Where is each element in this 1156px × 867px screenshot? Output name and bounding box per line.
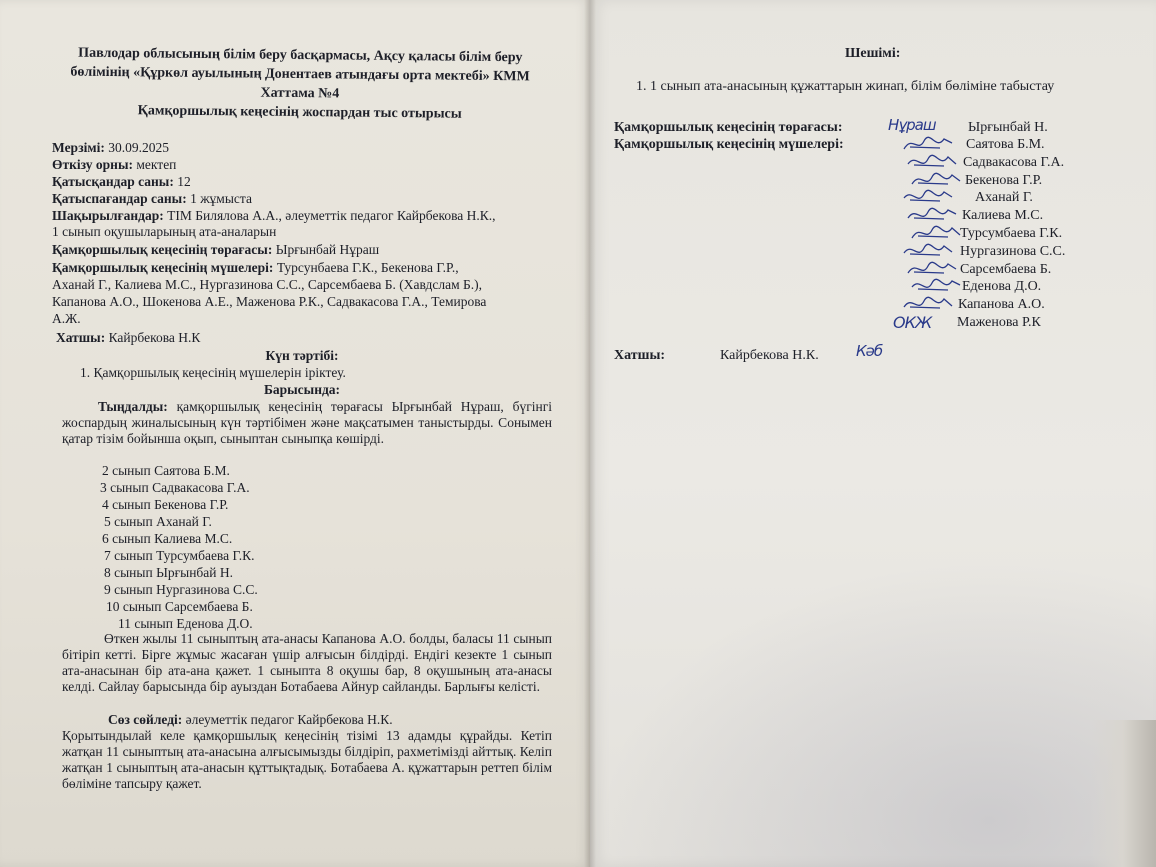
- place-value: мектеп: [136, 157, 177, 172]
- proceedings-heading: Барысында:: [263, 382, 341, 397]
- header-line-1: Павлодар облысының білім беру басқармасы, Ақсу қаласы білім беру: [78, 45, 523, 66]
- last-member-signature: ОКЖ: [893, 313, 932, 332]
- meta-present: [52, 174, 191, 190]
- class-list-item: 10 сынып Сарсембаева Б.: [106, 599, 253, 614]
- page-fold: [584, 0, 596, 867]
- invited-label: Шақырылғандар:: [52, 208, 164, 223]
- header-line-4: Қамқоршылық кеңесінің жоспардан тыс отырысы: [137, 103, 462, 122]
- spoke-line: [108, 712, 393, 728]
- member-name: Бекенова Г.Р.: [965, 172, 1043, 188]
- paragraph-3: Қорытындылай келе қамқоршылық кеңесінің тізімі 13 адамды құрайды. Кетіп жатқан 11 сыныптың ата-анасына алғысымызды білдіріп, рахметімізді айттық. Келіп жатқан 1 сыныптың ата-анасын құттықтадық. Ботабаева А. құжаттарын реттеп білім бөліміне тапсыру қажет.: [62, 728, 552, 791]
- class-list-item: 6 сынып Калиева М.С.: [102, 531, 233, 546]
- member-name: Маженова Р.К: [957, 315, 1041, 330]
- agenda-heading: Күн тәртібі:: [265, 348, 339, 363]
- sig-chair-name: Ырғынбай Н.: [968, 120, 1048, 135]
- decision-heading: Шешімі:: [845, 46, 901, 61]
- listened-label: Тыңдалды:: [98, 399, 168, 414]
- class-list-item: 7 сынып Турсумбаева Г.К.: [104, 548, 255, 563]
- absent-value: 1 жұмыста: [190, 191, 252, 206]
- member-name: Нургазинова С.С.: [960, 243, 1066, 259]
- sig-chair-label: Қамқоршылық кеңесінің төрағасы:: [614, 120, 843, 135]
- class-list-item: 5 сынып Аханай Г.: [104, 514, 212, 529]
- member-name: Турсумбаева Г.К.: [960, 226, 1063, 241]
- sig-members-label: Қамқоршылық кеңесінің мүшелері:: [614, 137, 844, 152]
- class-list-item: 3 сынып Садвакасова Г.А.: [100, 480, 250, 495]
- date-label: Мерзімі:: [52, 140, 105, 155]
- member-name: Капанова А.О.: [958, 297, 1045, 313]
- class-list-item: 4 сынып Бекенова Г.Р.: [102, 497, 229, 512]
- chair-value: Ырғынбай Нұраш: [275, 242, 380, 257]
- listened-text: қамқоршылық кеңесінің төрағасы Ырғынбай Нұраш, бүгінгі жоспардың жиналысының күн тәртібімен және мақсатымен таныстырды. Сонымен қатар тізім бойынша оқып, сыныптан сыныпқа көшірді.: [62, 399, 552, 446]
- members-label: Қамқоршылық кеңесінің мүшелері:: [52, 260, 274, 275]
- class-list-item: 2 сынып Саятова Б.М.: [102, 463, 230, 478]
- member-name: Сарсембаева Б.: [960, 261, 1052, 277]
- invited-value-2: 1 сынып оқушыларының ата-аналарын: [52, 224, 277, 239]
- meta-place: [52, 157, 176, 173]
- members-value-1: Турсунбаева Г.К., Бекенова Г.Р.,: [276, 260, 459, 275]
- sig-secretary-label: Хатшы:: [614, 348, 666, 363]
- member-name: Калиева М.С.: [962, 208, 1044, 224]
- paragraph-2: Өткен жылы 11 сыныптың ата-анасы Капанова А.О. болды, баласы 11 сынып бітіріп кетті. Бірге жұмыс жасаған үшір алғысын білдірді. Ендігі кезекте 1 сынып ата-анасынан бір ата-ана қажет. 1 сыныпта 8 оқушы бар, 8 оқушының ата-анасы келді. Сайлау барысында бір ауыздан Ботабаева Айнур сайланды. Барлығы келісті.: [62, 631, 552, 694]
- listened-paragraph: [62, 399, 552, 447]
- chair-signature: Нұраш: [888, 116, 936, 134]
- agenda-item-1: 1. Қамқоршылық кеңесінің мүшелерін іріктеу.: [80, 365, 346, 380]
- meta-secretary: [56, 330, 200, 346]
- class-list-item: 11 сынып Еденова Д.О.: [118, 616, 253, 631]
- chair-label: Қамқоршылық кеңесінің төрағасы:: [52, 242, 273, 257]
- member-name: Аханай Г.: [975, 190, 1033, 206]
- header-line-3: Хаттама №4: [260, 85, 340, 102]
- document-header: [44, 43, 557, 124]
- meta-chair: [52, 242, 379, 258]
- page-edge: [1090, 720, 1156, 867]
- class-list-item: 8 сынып Ырғынбай Н.: [104, 565, 234, 580]
- members-value-2: Аханай Г., Калиева М.С., Нургазинова С.С., Сарсембаева Б. (Хавдслам Б.),: [52, 277, 483, 292]
- member-name: Еденова Д.О.: [962, 279, 1042, 295]
- members-value-3: Капанова А.О., Шокенова А.Е., Маженова Р.К., Садвакасова Г.А., Темирова: [52, 294, 487, 309]
- spoke-label: Сөз сөйледі:: [108, 712, 183, 727]
- sig-secretary-name: Кайрбекова Н.К.: [720, 348, 819, 363]
- meta-invited: [52, 208, 496, 224]
- invited-value: ТІМ Билялова А.А., әлеуметтік педагог Кайрбекова Н.К.,: [167, 208, 496, 223]
- secretary-value: Кайрбекова Н.К: [108, 330, 201, 345]
- member-name: Садвакасова Г.А.: [963, 154, 1065, 170]
- decision-item-1: 1. 1 сынып ата-анасының құжаттарын жинап, білім бөліміне табыстау: [636, 79, 1055, 94]
- members-value-4: А.Ж.: [52, 311, 81, 326]
- member-signature: [900, 293, 960, 315]
- place-label: Өткізу орны:: [52, 157, 133, 172]
- secretary-label: Хатшы:: [56, 330, 106, 345]
- class-list-item: 9 сынып Нургазинова С.С.: [104, 582, 258, 597]
- absent-label: Қатыспағандар саны:: [52, 191, 187, 206]
- secretary-signature: Кәб: [856, 342, 883, 360]
- meta-members: [52, 260, 459, 276]
- spoke-value: әлеуметтік педагог Кайрбекова Н.К.: [185, 712, 393, 727]
- meta-date: [52, 140, 169, 156]
- present-label: Қатысқандар саны:: [52, 174, 174, 189]
- date-value: 30.09.2025: [108, 140, 169, 155]
- present-value: 12: [177, 174, 191, 189]
- meta-absent: [52, 191, 252, 207]
- header-line-2: бөлімінің «Құркөл ауылының Донентаев атындағы орта мектебі» КММ: [70, 64, 530, 85]
- member-name: Саятова Б.М.: [966, 137, 1045, 152]
- shadow: [600, 560, 1156, 867]
